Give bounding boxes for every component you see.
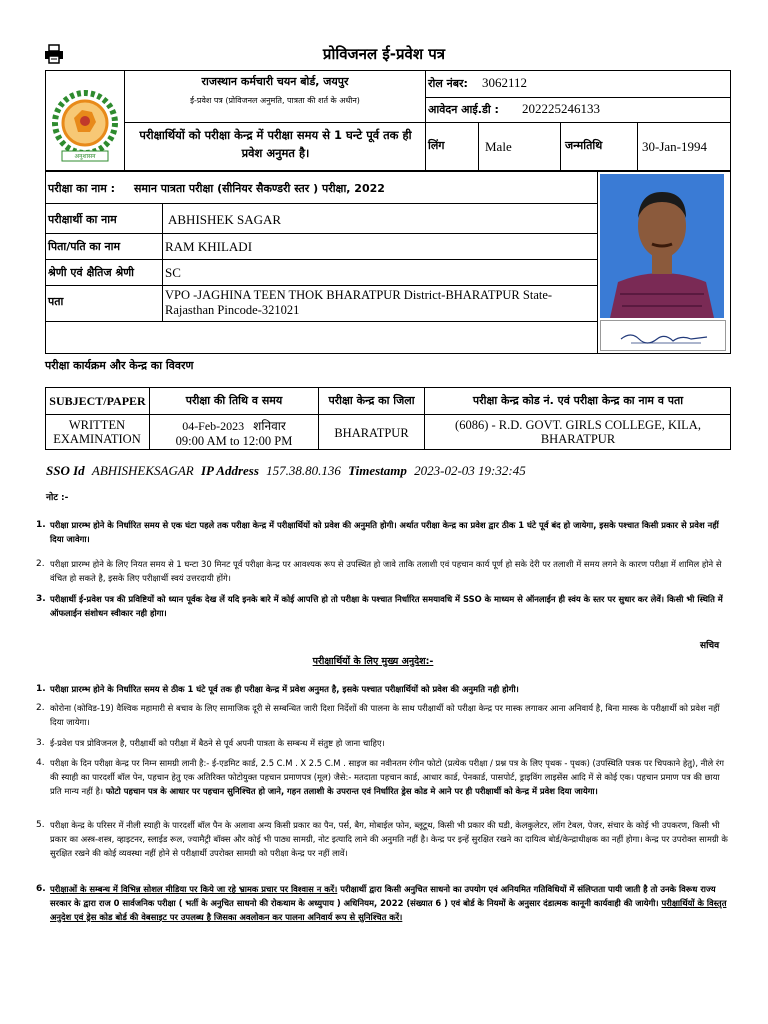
entry-notice: परीक्षार्थियों को परीक्षा केन्द्र में परीक्षा समय से 1 घन्टे पूर्व तक ही प्रवेश अनुमत है। <box>139 128 412 160</box>
category-value: SC <box>165 265 181 280</box>
note-item-2: 2. परीक्षा प्रारम्भ होने के लिए नियत समय से 1 घन्टा 30 मिनट पूर्व परीक्षा केन्द्र पर आवश्यक रूप से उपस्थित हो जावे ताकि तलाशी एवं पहचान कार्य पूर्ण हो सके देरी पर तलाशी में समय लगने के कारण परीक्षा में शामिल होने से वंचित हो सकते है, इसके लिए परीक्षार्थी स्वयं उत्तरदायी होंगे। <box>36 559 722 583</box>
ip-value: 157.38.80.136 <box>266 463 341 478</box>
instruction-item-1: 1. परीक्षा प्रारम्भ होने के निर्धारित समय से ठीक 1 घंटे पूर्व तक ही परीक्षा केन्द्र में प्रवेश अनुमत है, इसके पश्चात परीक्षार्थियों को प्रवेश की अनुमति नही होगी। <box>36 684 519 694</box>
category-label: श्रेणी एवं क्षैतिज श्रेणी <box>48 266 135 279</box>
col-district-header: परीक्षा केन्द्र का जिला <box>328 394 415 407</box>
date-cell: 04-Feb-2023 शनिवार <box>182 419 286 433</box>
name-value: ABHISHEK SAGAR <box>168 212 282 227</box>
app-value: 202225246133 <box>522 101 600 116</box>
schedule-heading: परीक्षा कार्यक्रम और केन्द्र का विवरण <box>45 359 194 372</box>
candidate-photo <box>600 174 724 318</box>
roll-value: 3062112 <box>482 75 528 90</box>
instruction-item-3: 3. ई-प्रवेश पत्र प्रोविजनल है, परीक्षार्थी को परीक्षा में बैठने से पूर्व अपनी पात्रता के सम्बन्ध में संतुष्ट हो जाना चाहिए। <box>36 738 385 748</box>
exam-label: परीक्षा का नाम : <box>48 182 116 195</box>
note-label: नोट :- <box>46 493 69 503</box>
father-label: पिता/पति का नाम <box>48 240 121 253</box>
address-label: पता <box>48 295 64 308</box>
instructions-heading: परीक्षार्थियों के लिए मुख्य अनुदेश:- <box>312 656 434 667</box>
name-label: परीक्षार्थी का नाम <box>48 213 117 226</box>
centre-cell: (6086) - R.D. GOVT. GIRLS COLLEGE, KILA, BHARATPUR <box>455 418 701 446</box>
district-cell: BHARATPUR <box>334 426 409 440</box>
address-value: VPO -JAGHINA TEEN THOK BHARATPUR District-BHARATPUR State-Rajasthan Pincode-321021 <box>165 288 553 317</box>
timestamp-value: 2023-02-03 19:32:45 <box>414 463 526 478</box>
page-title: प्रोविजनल ई-प्रवेश पत्र <box>322 45 446 63</box>
ip-label: IP Address <box>200 463 259 478</box>
app-label: आवेदन आई.डी : <box>428 103 499 116</box>
board-name: राजस्थान कर्मचारी चयन बोर्ड, जयपुर <box>201 75 349 88</box>
logo-motto: अनुशासन <box>74 153 96 160</box>
father-value: RAM KHILADI <box>165 239 253 254</box>
instruction-item-6: 6. परीक्षाओं के सम्बन्ध में विभिन्न सोशल मीडिया पर किये जा रहे भ्रामक प्रचार पर विश्वास न करें। परीक्षार्थी द्वारा किसी अनुचित साधनो का उपयोग एवं अनियमित गतिविधियों में संलिप्तता पायी जाती है तो उनके विरूध राज्य सरकार के द्वारा राज 0 सार्वजनिक परीक्षा ( भर्ती के अनुचित साधनो की रोकथाम के अध्युपाय ) अधिनियम, 2022 (संख्यात 6 ) एवं बोर्ड के नियमों के अनुसार दंडात्मक कानूनी कार्यवाही की जायेगी। परीक्षार्थियों के विस्तृत अनुदेश एवं ड्रेस कोड बोर्ड की वेबसाइट पर उपलब्ध है जिसका अवलोकन कर पालना अनिवार्य रूप से सुनिश्चित करें। <box>36 884 727 922</box>
time-cell: 09:00 AM to 12:00 PM <box>175 434 293 448</box>
instruction-item-2: 2. कोरोना (कोविड-19) वैश्विक महामारी से बचाव के लिए सामाजिक दूरी से सम्बन्धित जारी दिशा निर्देशों की पालना के साथ परीक्षार्थी को परीक्षा केन्द्र पर मास्क लगाकर आना अनिवार्य है, बिना मास्क के परीक्षार्थी को प्रवेश नहीं दिया जायेगा। <box>36 703 720 727</box>
meta-line <box>46 463 526 479</box>
col-subject-header: SUBJECT/PAPER <box>49 394 146 408</box>
sso-value: ABHISHEKSAGAR <box>91 463 194 478</box>
board-logo <box>48 88 122 166</box>
dob-label: जन्मतिथि <box>565 139 603 152</box>
signature-image <box>601 321 727 352</box>
exam-value: समान पात्रता परीक्षा (सीनियर सैकण्डरी स्तर ) परीक्षा, 2022 <box>134 182 385 195</box>
signature-box <box>600 320 726 351</box>
gender-label: लिंग <box>428 139 445 152</box>
note-item-1: 1. परीक्षा प्रारम्भ होने के निर्धारित समय से एक घंटा पहले तक परीक्षा केन्द्र में परीक्षार्थियों को प्रवेश की अनुमति होगी। अर्थात परीक्षा केन्द्र का प्रवेश द्वार ठीक 1 घंटे पूर्व बंद हो जायेगा, इसके पश्चात किसी प्रकार से प्रवेश नहीं दिया जावेगा। <box>36 520 719 544</box>
board-subtitle: ई-प्रवेश पत्र (प्रोविजनल अनुमति, पात्रता की शर्त के अधीन) <box>190 96 360 105</box>
col-date-header: परीक्षा की तिथि व समय <box>185 394 283 407</box>
note-item-3: 3. परीक्षार्थी ई-प्रवेश पत्र की प्रविष्टियों को ध्यान पूर्वक देख लें यदि इनके बारे में कोई आपत्ति हो तो परीक्षा के पश्चात निर्धारित समयावधि में SSO के माध्यम से ऑनलाईन ही स्वंय के स्तर पर सुधार कर लेवें। किसी भी स्थिति में ऑफलाईन संशोधन स्वीकार नही होगा। <box>36 594 723 618</box>
subject-cell: WRITTEN EXAMINATION <box>53 418 141 446</box>
dob-value: 30-Jan-1994 <box>642 139 707 154</box>
sso-label: SSO Id <box>46 463 85 478</box>
roll-label: रोल नंबर: <box>428 77 468 90</box>
col-centre-header: परीक्षा केन्द्र कोड नं. एवं परीक्षा केन्द्र का नाम व पता <box>472 394 684 407</box>
instruction-item-5: 5. परीक्षा केन्द्र के परिसर में नीली स्याही के पारदर्शी बॉल पैन के अलावा अन्य किसी प्रकार का पैन, पर्स, बैग, मोबाईल फोन, ब्लूटूथ, किसी भी प्रकार की घडी, केलकुलेटर, लॉग टेबल, पेजर, संचार के कोई भी उपकरण, किसी भी प्रकार का अस्त्र-शस्त्र, व्हाइटनर, स्लाईड रूल, ज्यामैट्री बॉक्स और कोई भी पाठ्य सामग्री, नोट इत्यादि लाने की अनुमति नहीं है। केन्द्र पर इन्हें सुरक्षित रखने का दायित्व बोर्ड/केन्द्राधीक्षक का नहीं होगा। केन्द्र पर उपरोक्त सामग्री के सुरक्षित रखने की कोई व्यवस्था नहीं होने से परीक्षार्थी उपरोक्त सामग्री को परीक्षा केन्द्र पर नहीं लावें। <box>36 820 728 858</box>
timestamp-label: Timestamp <box>348 463 407 478</box>
gender-value: Male <box>485 139 512 154</box>
instruction-item-4: 4. परीक्षा के दिन परीक्षा केन्द्र पर निम्न सामग्री लानी है:- ई-एडमिट कार्ड, 2.5 C.M . X 2.5 C.M . साइज का नवीनतम रंगीन फोटो (प्रत्येक परीक्षा / प्रश्न पत्र के लिए पृथक - पृथक) (उपस्थिति पत्रक पर चिपकाने हेतु), नीले रंग की स्याही का पारदर्शी बॉल पेन, पहचान हेतु एक अतिरिक्त फोटोयुक्त पहचान प्रमाणपत्र (मूल) जैसे:- मतदाता पहचान कार्ड, आधार कार्ड, पेनकार्ड, पासपोर्ट, ड्राइविंग लाइसेंस आदि में से कोई एक। पहचान प्रमाण पत्र की छाया प्रति मान्य नहीं है। फोटो पहचान पत्र के आधार पर पहचान सुनिश्चित हो जाने, गहन तलाशी के उपरान्त एवं निर्धारित ड्रेस कोड मे आने पर ही परीक्षार्थी को केन्द्र में प्रवेश दिया जायेगा। <box>36 758 724 796</box>
secretary-label: सचिव <box>700 641 720 651</box>
